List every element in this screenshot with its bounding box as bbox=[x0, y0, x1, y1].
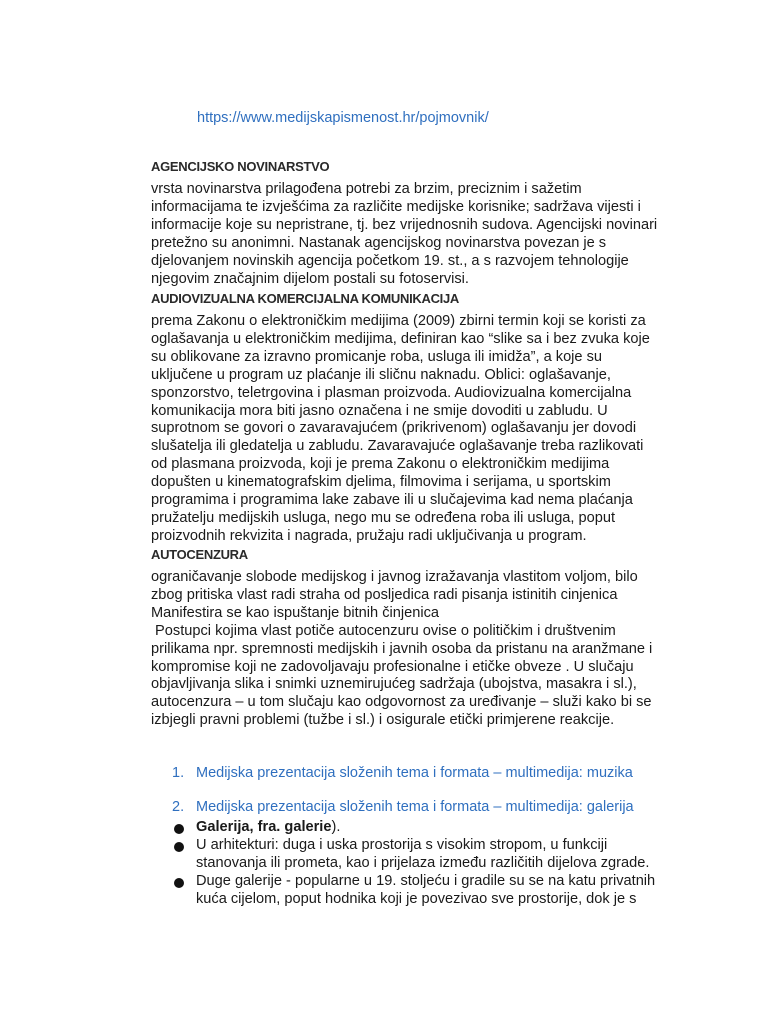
text-line: programima i programima lake zabave ili u slučajevima kad nema plaćanja bbox=[151, 492, 633, 509]
text-line: proizvodnih rekvizita i nagrada, pružaju radi uključivanja u program. bbox=[151, 527, 587, 544]
text-line: vrsta novinarstva prilagođena potrebi za brzim, preciznim i sažetim bbox=[151, 181, 582, 197]
text-line: su oblikovane za izravno promicanje roba, usluga ili imidža”, a koje su bbox=[151, 348, 603, 365]
text-line: uključene u program uz plaćanje ili sličnu naknadu. Oblici: oglašavanje, bbox=[151, 366, 611, 383]
text-line: Manifestira se kao ispuštanje bitnih činjenica bbox=[151, 604, 439, 621]
bullet-icon bbox=[174, 842, 184, 852]
list-item bbox=[172, 873, 692, 909]
text-line: suprotnom se govori o zavaravajućem (prikrivenom) oglašavanju jer dovodi bbox=[151, 420, 637, 437]
text-line: njegovim značajnim dijelom postali su fotoservisi. bbox=[151, 270, 469, 287]
text-line: Duge galerije - popularne u 19. stoljeću i gradile su se na katu privatnih bbox=[196, 872, 656, 889]
list-number: 1. bbox=[172, 765, 185, 781]
text-line: prema Zakonu o elektroničkim medijima (2009) zbirni termin koji se koristi za bbox=[151, 313, 646, 329]
term-definition bbox=[151, 313, 671, 546]
text-line: U arhitekturi: duga i uska prostorija s visokim stropom, u funkciji bbox=[196, 836, 608, 853]
term-definition bbox=[151, 569, 671, 730]
text-line: kompromise koji ne zadovoljavaju profesionalne i etičke obveze . U slučaju bbox=[151, 658, 634, 675]
text-line: stanovanja ili prometa, kao i prijelaza između različitih dijelova zgrade. bbox=[196, 854, 650, 871]
term-definition bbox=[151, 181, 671, 288]
term-heading: AGENCIJSKO NOVINARSTVO bbox=[151, 159, 330, 174]
text-line: zbog pritiska vlast radi straha od posljedica radi pisanja istinitih cinjenica bbox=[151, 586, 618, 603]
text-line: informacijama te izvješćima za različite medijske korisnike; sadržava vijesti i bbox=[151, 198, 641, 215]
numbered-link-item[interactable] bbox=[172, 798, 634, 816]
text-line: oglašavanja u elektroničkim medijima, definiran kao “slike sa i bez zvuka koje bbox=[151, 330, 650, 347]
bullet-list bbox=[172, 819, 692, 909]
bullet-icon bbox=[174, 824, 184, 834]
text-line: pružatelju medijskih usluga, nego mu se određena roba ili usluga, poput bbox=[151, 509, 616, 526]
text-line: dopušten u kinematografskim djelima, filmovima i serijama, u sportskim bbox=[151, 474, 611, 491]
text-line: informacije koje su nepristrane, tj. bez vrijednosnih sudova. Agencijski novinari bbox=[151, 216, 658, 233]
text-line: autocenzura – u tom slučaju kao odgovornost za uređivanje – služi kako bi se bbox=[151, 694, 652, 711]
list-item bbox=[172, 819, 692, 837]
text-line: prilikama npr. spremnosti medijskih i javnih osoba da pristanu na aranžmane i bbox=[151, 640, 653, 657]
list-link-text[interactable]: Medijska prezentacija složenih tema i formata – multimedija: muzika bbox=[196, 765, 633, 781]
term-heading: AUTOCENZURA bbox=[151, 547, 248, 562]
bullet-icon bbox=[174, 878, 184, 888]
text-line: djelovanjem novinskih agencija početkom 19. st., a s razvojem tehnologije bbox=[151, 252, 629, 269]
text-line: pretežno su anonimni. Nastanak agencijskog novinarstva povezan je s bbox=[151, 234, 607, 251]
text-line: slušatelja ili gledatelja u zabludu. Zavaravajuće oglašavanje treba razlikovati bbox=[151, 438, 644, 455]
list-link-text[interactable]: Medijska prezentacija složenih tema i formata – multimedija: galerija bbox=[196, 799, 634, 815]
text-line: ograničavanje slobode medijskog i javnog izražavanja vlastitom voljom, bilo bbox=[151, 569, 638, 585]
list-item bbox=[172, 837, 692, 873]
numbered-link-item[interactable] bbox=[172, 764, 633, 782]
term-heading: AUDIOVIZUALNA KOMERCIJALNA KOMUNIKACIJA bbox=[151, 291, 460, 306]
text-line: komunikacija mora biti jasno označena i ne smije dovoditi u zabludu. U bbox=[151, 402, 608, 419]
text-line: sponzorstvo, teletrgovina i plasman proizvoda. Audiovizualna komercijalna bbox=[151, 384, 632, 401]
text-line: kuća cijelom, poput hodnika koji je povezivao sve prostorije, dok je s bbox=[196, 890, 637, 907]
text-line: Postupci kojima vlast potiče autocenzuru ovise o političkim i društvenim bbox=[151, 622, 616, 639]
source-link[interactable]: https://www.medijskapismenost.hr/pojmovnik/ bbox=[197, 110, 489, 126]
text-line: izbjegli pravni problemi (tužbe i sl.) i osigurale etički primjerene reakcije. bbox=[151, 712, 615, 729]
bullet-text: ). bbox=[331, 819, 341, 835]
list-number: 2. bbox=[172, 799, 185, 815]
bullet-bold-text: Galerija, fra. galerie bbox=[196, 819, 332, 835]
text-line: objavljivanja slika i snimki uznemirujućeg sadržaja (ubojstva, masakra i sl.), bbox=[151, 676, 637, 693]
text-line: od plasmana proizvoda, koji je prema Zakonu o elektroničkim medijima bbox=[151, 456, 610, 473]
